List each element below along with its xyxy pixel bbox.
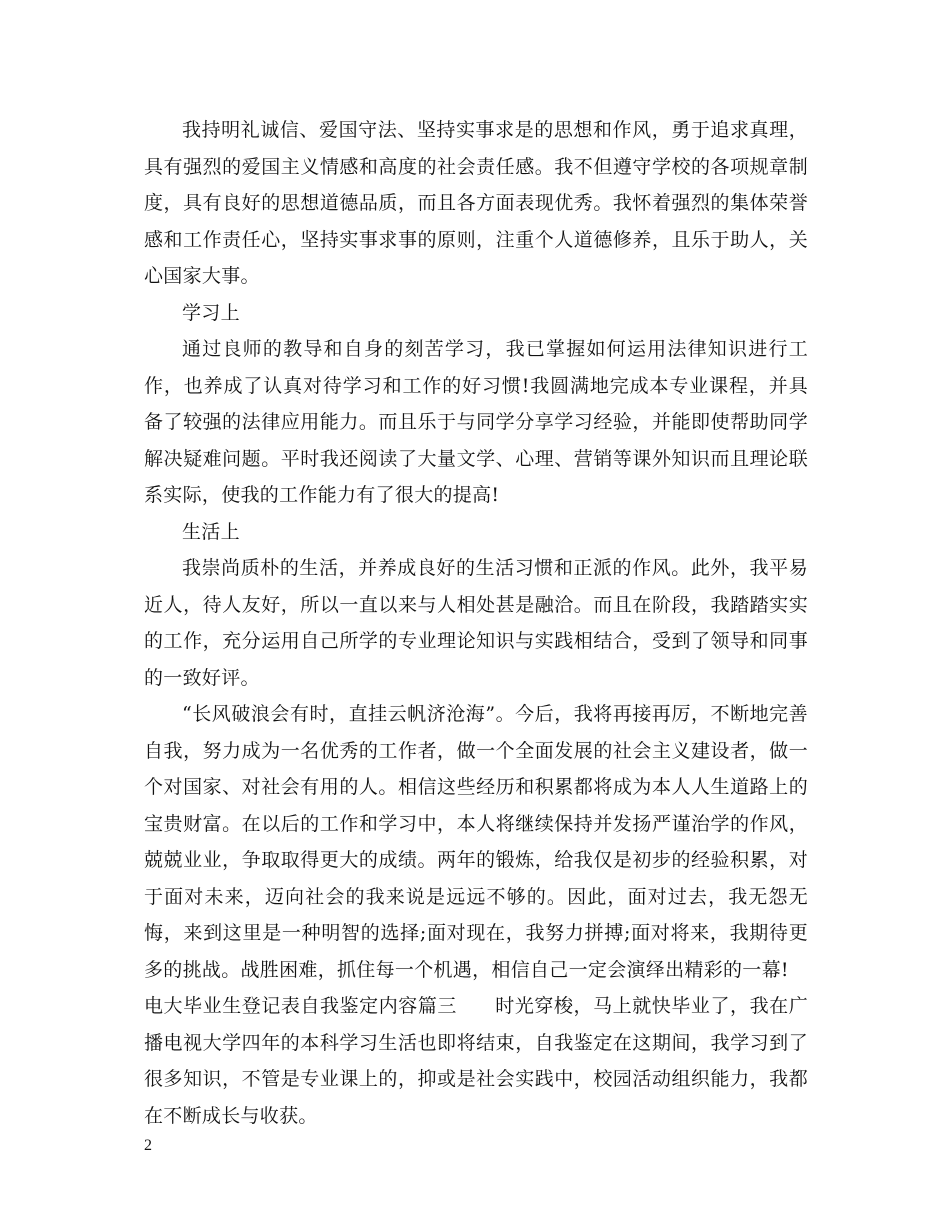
section-title: 电大毕业生登记表自我鉴定内容篇三 [144, 995, 457, 1017]
paragraph-character: 我持明礼诚信、爱国守法、坚持实事求是的思想和作风，勇于追求真理，具有强烈的爱国主义情感和高度的社会责任感。我不但遵守学校的各项规章制度，具有良好的思想道德品质，而且各方面表现优秀。我怀着强烈的集体荣誉感和工作责任心，坚持实事求事的原则，注重个人道德修养，且乐于助人，关心国家大事。 [144, 119, 808, 287]
heading-life: 生活上 [182, 520, 240, 543]
paragraph-study: 通过良师的教导和自身的刻苦学习，我已掌握如何运用法律知识进行工作，也养成了认真对待学习和工作的好习惯!我圆满地完成本专业课程，并具备了较强的法律应用能力。而且乐于与同学分享学习经验，并能即使帮助同学解决疑难问题。平时我还阅读了大量文学、心理、营销等课外知识而且理论联系实际，使我的工作能力有了很大的提高! [144, 338, 808, 506]
section-body: 时光穿梭，马上就快毕业了，我在广播电视大学四年的本科学习生活也即将结束，自我鉴定在这期间，我学习到了很多知识，不管是专业课上的，抑或是社会实践中，校园活动组织能力，我都在不断成长与收获。 [144, 995, 808, 1127]
document-body [144, 112, 808, 1134]
paragraph-future: “长风破浪会有时，直挂云帆济沧海”。今后，我将再接再厉，不断地完善自我，努力成为一名优秀的工作者，做一个全面发展的社会主义建设者，做一个对国家、对社会有用的人。相信这些经历和积累都将成为本人人生道路上的宝贵财富。在以后的工作和学习中，本人将继续保持并发扬严谨治学的作风，兢兢业业，争取取得更大的成绩。两年的锻炼，给我仅是初步的经验积累，对于面对未来，迈向社会的我来说是远远不够的。因此，面对过去，我无怨无悔，来到这里是一种明智的选择;面对现在，我努力拼搏;面对将来，我期待更多的挑战。战胜困难，抓住每一个机遇，相信自己一定会演绎出精彩的一幕! [144, 703, 808, 981]
section-three [144, 988, 808, 1134]
page-number: 2 [144, 1137, 152, 1154]
paragraph-life: 我崇尚质朴的生活，并养成良好的生活习惯和正派的作风。此外，我平易近人，待人友好，所以一直以来与人相处甚是融洽。而且在阶段，我踏踏实实的工作，充分运用自己所学的专业理论知识与实践相结合，受到了领导和同事的一致好评。 [144, 557, 808, 689]
heading-study: 学习上 [182, 301, 240, 324]
